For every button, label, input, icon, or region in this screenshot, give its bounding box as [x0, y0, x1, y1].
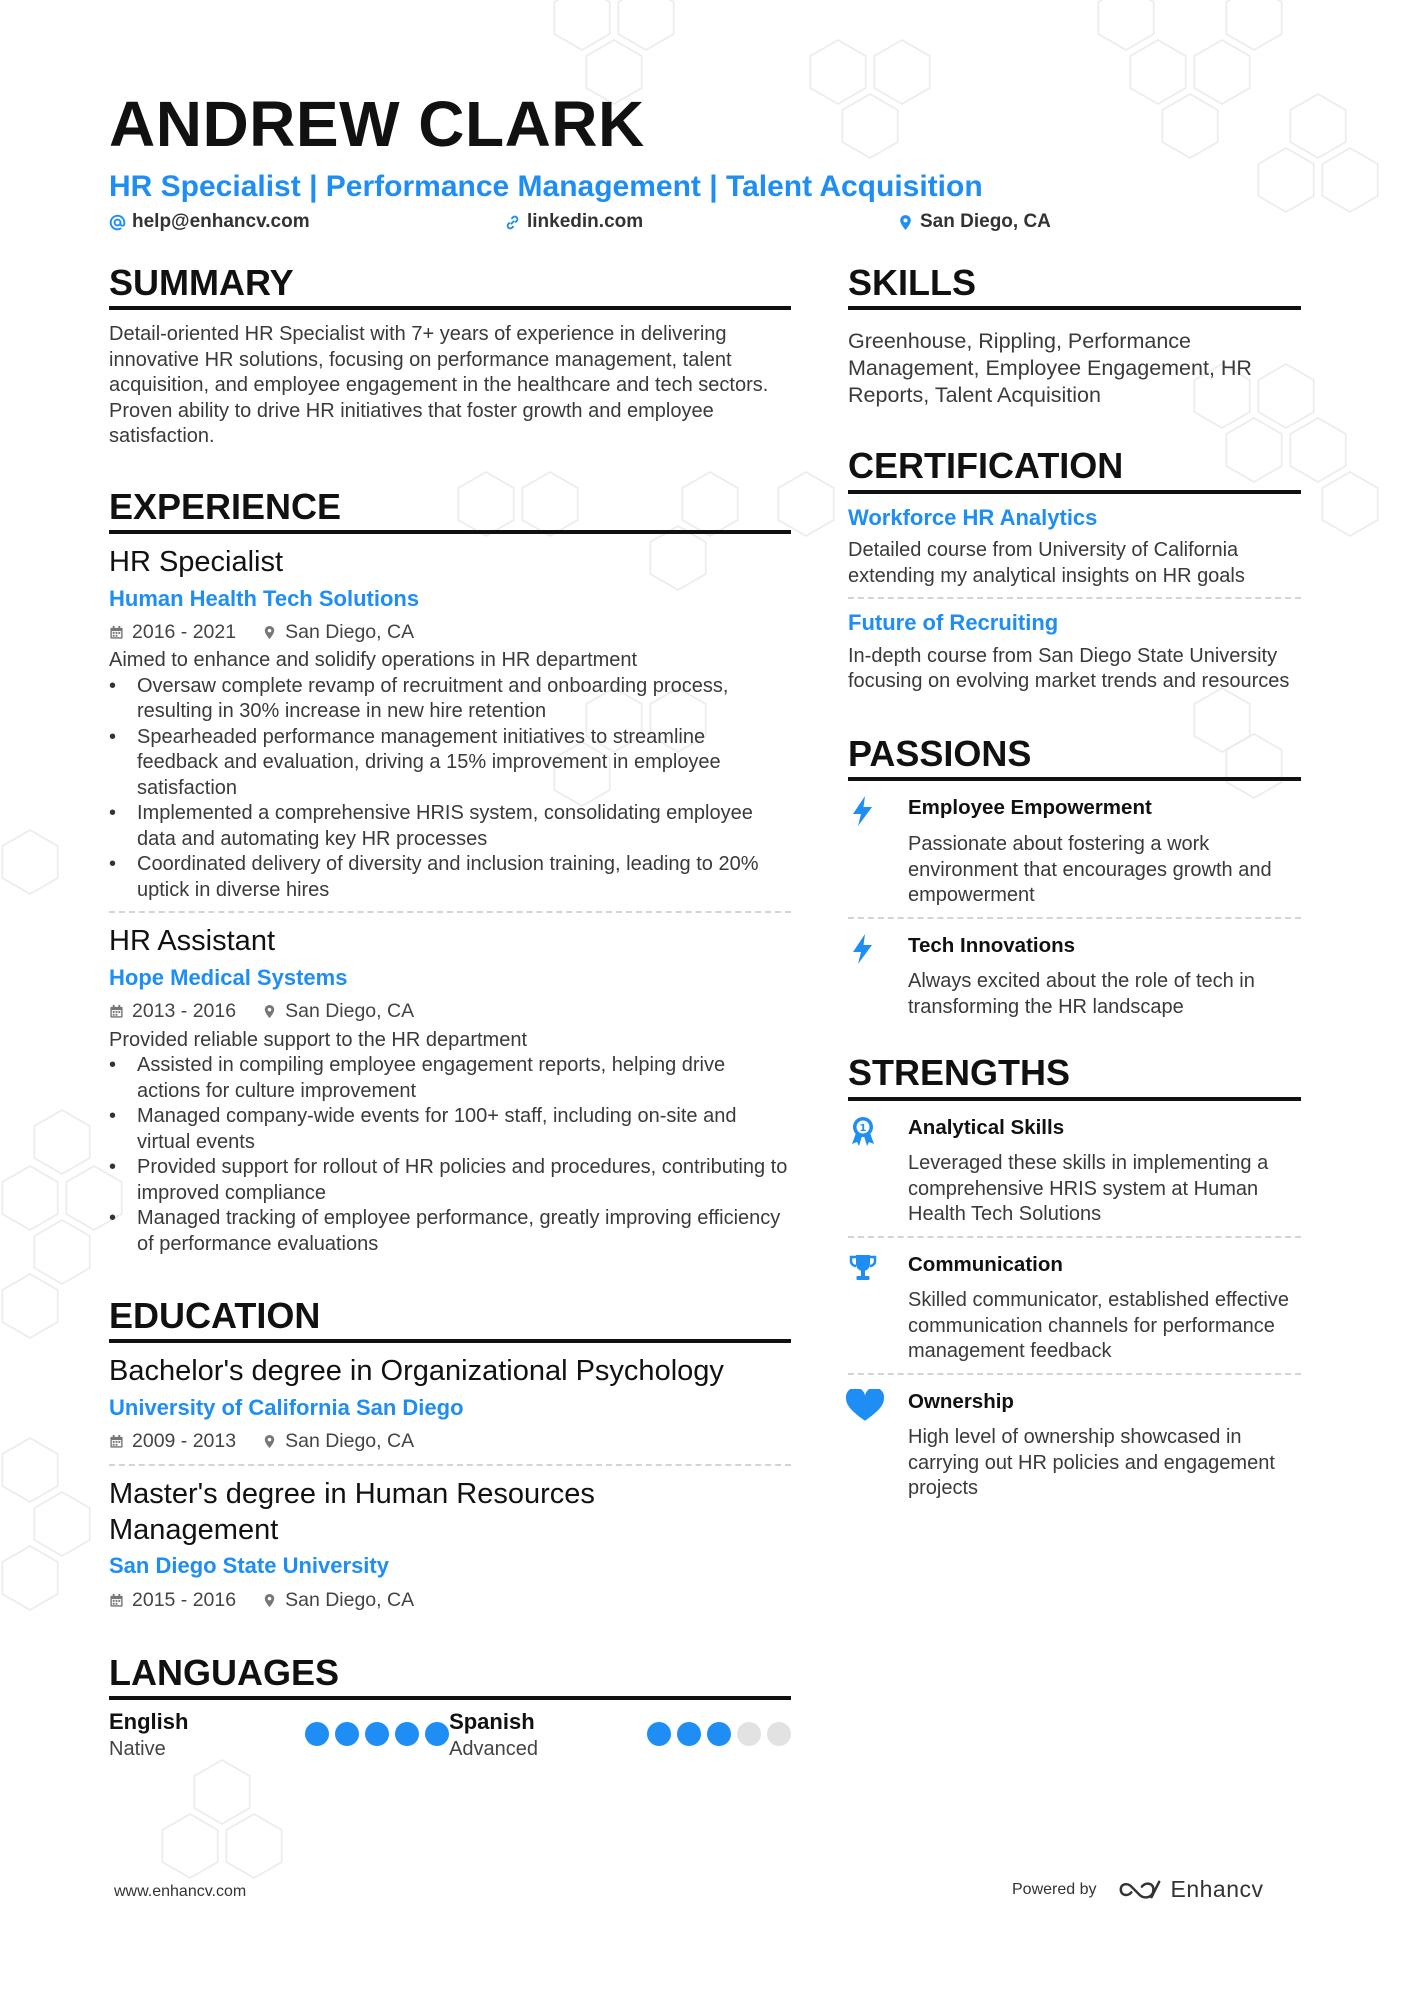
company-name: Hope Medical Systems [109, 964, 348, 990]
job-meta [109, 998, 791, 1025]
calendar-icon [109, 1004, 124, 1019]
passions-section [848, 733, 1301, 1028]
lightning-icon [848, 933, 878, 965]
languages-list [109, 1708, 791, 1762]
hexagon-shape [1322, 148, 1377, 212]
map-pin-icon [897, 214, 914, 231]
passion-title: Tech Innovations [908, 933, 1076, 957]
summary-title: SUMMARY [109, 262, 791, 310]
hexagon-shape [34, 1110, 89, 1174]
certification-item [848, 494, 1301, 598]
strength-item [848, 1373, 1301, 1510]
hexagon-shape [226, 1814, 281, 1878]
strengths-section [848, 1052, 1301, 1510]
school-name: San Diego State University [109, 1553, 389, 1579]
language-rating [647, 1722, 791, 1746]
map-pin-icon [262, 625, 277, 640]
degree-title: Bachelor's degree in Organizational Psychology [109, 1355, 724, 1388]
right-column [848, 262, 1301, 1510]
trophy-icon [848, 1252, 878, 1284]
job-location [262, 998, 414, 1025]
language-name: Spanish [449, 1709, 535, 1735]
strength-description: Skilled communicator, established effective communication channels for performance management feedback [908, 1289, 1289, 1363]
bullet-item: • Spearheaded performance management initiatives to streamline feedback and evaluation, driving a 15% improvement in employee satisfaction [109, 725, 791, 802]
education-dates-text: 2009 - 2013 [132, 1430, 237, 1453]
award-ribbon-icon [848, 1115, 878, 1147]
experience-entry [109, 911, 791, 1265]
map-pin-icon [262, 1434, 277, 1449]
experience-title: EXPERIENCE [109, 486, 791, 534]
rating-dot-empty [737, 1722, 761, 1746]
job-location-text: San Diego, CA [285, 621, 415, 644]
education-location-text: San Diego, CA [285, 1588, 415, 1611]
education-location [262, 1428, 414, 1455]
strength-title: Communication [908, 1252, 1063, 1276]
hexagon-shape [2, 830, 57, 894]
language-item [449, 1708, 791, 1762]
job-title: HR Assistant [109, 925, 275, 958]
company-name: Human Health Tech Solutions [109, 585, 420, 611]
email-contact[interactable] [109, 211, 310, 233]
enhancv-brand-text: Enhancv [1170, 1876, 1264, 1902]
bullet-item: • Managed company-wide events for 100+ staff, including on-site and virtual events [109, 1104, 791, 1155]
experience-section [109, 486, 791, 1265]
rating-dot-filled [425, 1722, 449, 1746]
candidate-headline: HR Specialist | Performance Management | Talent Acquisition [109, 170, 983, 203]
email-text: help@enhancv.com [132, 211, 310, 232]
summary-text: Detail-oriented HR Specialist with 7+ years of experience in delivering innovative HR solutions, focusing on performance management, talent acquisition, and employee engagement in the healthcare and tech sectors. Proven ability to drive HR initiatives that foster growth and employee satisfaction. [109, 323, 769, 448]
bullet-item: • Coordinated delivery of diversity and inclusion training, leading to 20% uptick in diverse hires [109, 852, 791, 903]
education-dates-text: 2015 - 2016 [132, 1588, 237, 1611]
hexagon-shape [2, 1438, 57, 1502]
education-dates [109, 1587, 236, 1614]
strength-item [848, 1236, 1301, 1373]
certification-item [848, 597, 1301, 703]
bullet-item: • Implemented a comprehensive HRIS system, consolidating employee data and automating key HR processes [109, 801, 791, 852]
language-item [109, 1708, 449, 1762]
footer-branding [1012, 1876, 1264, 1903]
degree-title: Master's degree in Human Resources Management [109, 1477, 595, 1546]
candidate-name: ANDREW CLARK [109, 88, 645, 160]
passion-item [848, 917, 1301, 1029]
language-level: Native [109, 1737, 166, 1760]
job-dates [109, 998, 236, 1025]
education-title: EDUCATION [109, 1295, 791, 1343]
language-level: Advanced [449, 1737, 539, 1760]
job-dates [109, 619, 236, 646]
at-icon [109, 214, 126, 231]
hexagon-shape [194, 1760, 249, 1824]
hexagon-shape [1226, 0, 1281, 50]
job-bullets [109, 1053, 791, 1257]
rating-dot-filled [707, 1722, 731, 1746]
hexagon-shape [34, 1492, 89, 1556]
skills-section [848, 262, 1301, 409]
resume-header [109, 88, 1309, 241]
left-column [109, 262, 791, 1762]
heart-icon [845, 1389, 885, 1423]
calendar-icon [109, 625, 124, 640]
hexagon-shape [1322, 472, 1377, 536]
rating-dot-empty [767, 1722, 791, 1746]
job-dates-text: 2013 - 2016 [132, 1000, 237, 1023]
language-name: English [109, 1709, 189, 1735]
education-section [109, 1295, 791, 1622]
hexagon-shape [162, 1814, 217, 1878]
bullet-item: • Provided support for rollout of HR policies and procedures, contributing to improved compliance [109, 1155, 791, 1206]
contact-info [109, 211, 1309, 241]
language-rating [305, 1722, 449, 1746]
hexagon-shape [2, 1166, 57, 1230]
experience-entry [109, 534, 791, 911]
hexagon-shape [34, 1220, 89, 1284]
skills-title: SKILLS [848, 262, 1301, 310]
bullet-item: • Oversaw complete revamp of recruitment and onboarding process, resulting in 30% increase in new hire retention [109, 674, 791, 725]
strength-title: Ownership [908, 1389, 1014, 1413]
job-location [262, 619, 414, 646]
education-entry [109, 1464, 791, 1622]
link-icon [504, 214, 521, 231]
certification-title: CERTIFICATION [848, 445, 1301, 493]
strength-description: Leveraged these skills in implementing a comprehensive HRIS system at Human Health Tech Solutions [908, 1152, 1269, 1226]
languages-title: LANGUAGES [109, 1652, 791, 1700]
passion-description: Passionate about fostering a work environment that encourages growth and empowerment [908, 833, 1272, 906]
hexagon-shape [618, 0, 673, 50]
certification-description: Detailed course from University of California extending my analytical insights on HR goals [848, 539, 1245, 587]
job-meta [109, 619, 791, 646]
hexagon-shape [2, 1546, 57, 1610]
certification-description: In-depth course from San Diego State University focusing on evolving market trends and resources [848, 644, 1290, 693]
strength-title: Analytical Skills [908, 1115, 1065, 1139]
bullet-item: • Assisted in compiling employee engagement reports, helping drive actions for culture improvement [109, 1053, 791, 1104]
calendar-icon [109, 1593, 124, 1608]
location-text: San Diego, CA [920, 211, 1051, 232]
education-meta [109, 1428, 791, 1455]
job-description: Aimed to enhance and solidify operations in HR department [109, 649, 638, 672]
rating-dot-filled [647, 1722, 671, 1746]
enhancv-logo-icon [1117, 1878, 1163, 1901]
linkedin-text: linkedin.com [527, 211, 644, 232]
svg-text:1: 1 [859, 1122, 867, 1134]
passion-item [848, 781, 1301, 916]
summary-section [109, 262, 791, 450]
education-meta [109, 1587, 791, 1614]
footer-website[interactable]: www.enhancv.com [114, 1883, 247, 1900]
job-title: HR Specialist [109, 546, 284, 579]
hexagon-shape [554, 0, 609, 50]
map-pin-icon [262, 1004, 277, 1019]
passion-title: Employee Empowerment [908, 796, 1152, 820]
job-location-text: San Diego, CA [285, 1000, 415, 1023]
job-description: Provided reliable support to the HR department [109, 1028, 528, 1051]
rating-dot-filled [395, 1722, 419, 1746]
map-pin-icon [262, 1593, 277, 1608]
rating-dot-filled [677, 1722, 701, 1746]
passions-title: PASSIONS [848, 733, 1301, 781]
strength-item [848, 1101, 1301, 1236]
certification-section [848, 445, 1301, 703]
education-entry [109, 1343, 791, 1463]
school-name: University of California San Diego [109, 1394, 464, 1420]
languages-section [109, 1652, 791, 1762]
education-location [262, 1587, 414, 1614]
calendar-icon [109, 1434, 124, 1449]
education-location-text: San Diego, CA [285, 1430, 415, 1453]
passion-description: Always excited about the role of tech in transforming the HR landscape [908, 970, 1255, 1018]
location-contact [897, 211, 1051, 233]
strengths-title: STRENGTHS [848, 1052, 1301, 1100]
education-dates [109, 1428, 236, 1455]
rating-dot-filled [335, 1722, 359, 1746]
linkedin-contact[interactable] [504, 211, 643, 233]
rating-dot-filled [305, 1722, 329, 1746]
certification-name: Future of Recruiting [848, 610, 1059, 636]
bullet-item: • Managed tracking of employee performance, greatly improving efficiency of performance evaluations [109, 1206, 791, 1257]
job-bullets [109, 674, 791, 904]
strength-description: High level of ownership showcased in carrying out HR policies and engagement projects [908, 1426, 1275, 1500]
hexagon-shape [1098, 0, 1153, 50]
enhancv-logo[interactable] [1117, 1876, 1264, 1903]
job-dates-text: 2016 - 2021 [132, 621, 237, 644]
certification-name: Workforce HR Analytics [848, 504, 1098, 530]
hexagon-shape [2, 1274, 57, 1338]
skills-text: Greenhouse, Rippling, Performance Management, Employee Engagement, HR Reports, Talent Acquisition [848, 329, 1252, 408]
rating-dot-filled [365, 1722, 389, 1746]
powered-by-text: Powered by [1012, 1880, 1097, 1898]
lightning-icon [848, 795, 878, 827]
